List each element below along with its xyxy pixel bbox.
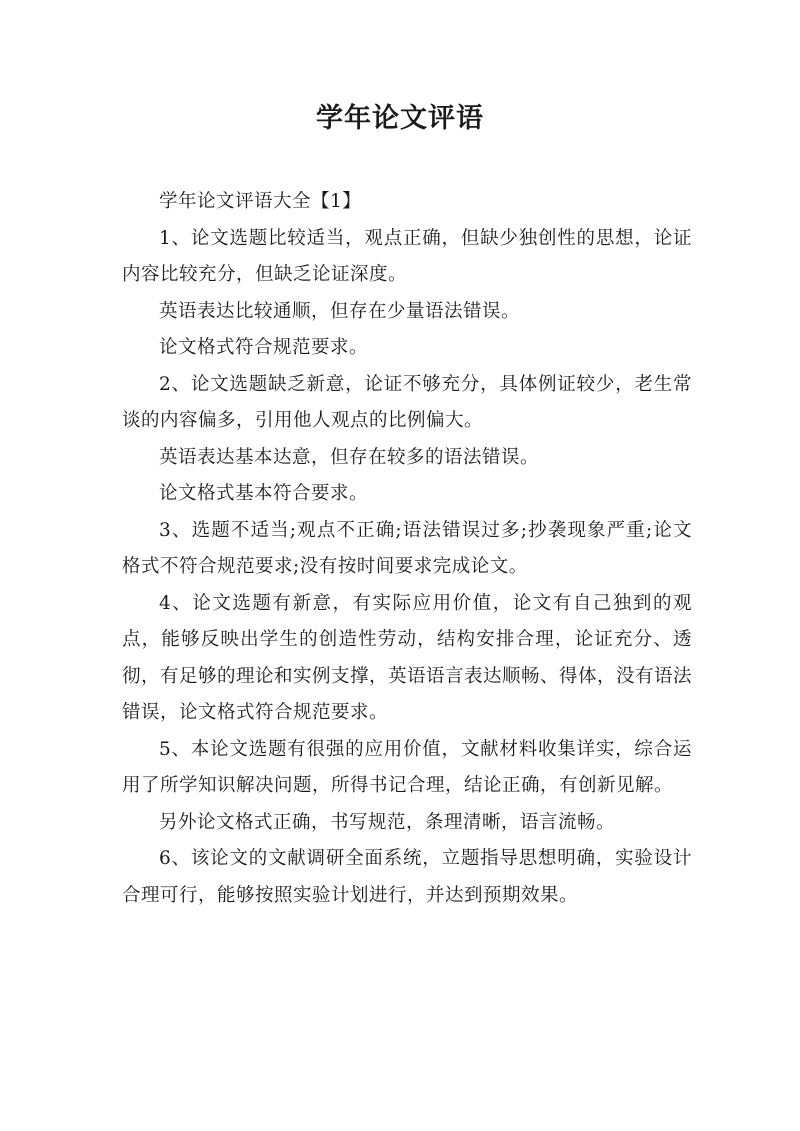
paragraph-comment-2: 2、论文选题缺乏新意，论证不够充分，具体例证较少，老生常谈的内容偏多，引用他人观点的比例偏大。	[122, 373, 692, 431]
paragraph-comment-5-extra: 另外论文格式正确，书写规范，条理清晰，语言流畅。	[159, 811, 616, 833]
paragraph-comment-1-format: 论文格式符合规范要求。	[159, 337, 369, 358]
paragraph-comment-3: 3、选题不适当;观点不正确;语法错误过多;抄袭现象严重;论文格式不符合规范要求;没有按时间要求完成论文。	[122, 519, 692, 577]
paragraph-comment-4: 4、论文选题有新意，有实际应用价值，论文有自己独到的观点，能够反映出学生的创造性劳动，结构安排合理，论证充分、透彻，有足够的理论和实例支撑，英语语言表达顺畅、得体，没有语法错误，论文格式符合规范要求。	[122, 592, 693, 723]
paragraph-comment-1-english: 英语表达比较通顺，但存在少量语法错误。	[159, 300, 521, 322]
paragraph-heading: 学年论文评语大全【1】	[159, 191, 362, 212]
paragraph-comment-5: 5、本论文选题有很强的应用价值，文献材料收集详实，综合运用了所学知识解决问题，所得书记合理，结论正确，有创新见解。	[122, 738, 692, 796]
document-body	[122, 184, 692, 914]
document-title: 学年论文评语	[316, 103, 484, 134]
paragraph-comment-2-english: 英语表达基本达意，但存在较多的语法错误。	[159, 446, 540, 468]
paragraph-comment-6: 6、该论文的文献调研全面系统，立题指导思想明确，实验设计合理可行，能够按照实验计划进行，并达到预期效果。	[122, 848, 692, 906]
paragraph-comment-1: 1、论文选题比较适当，观点正确，但缺少独创性的思想，论证内容比较充分，但缺乏论证深度。	[122, 227, 692, 285]
paragraph-comment-2-format: 论文格式基本符合要求。	[159, 483, 369, 504]
